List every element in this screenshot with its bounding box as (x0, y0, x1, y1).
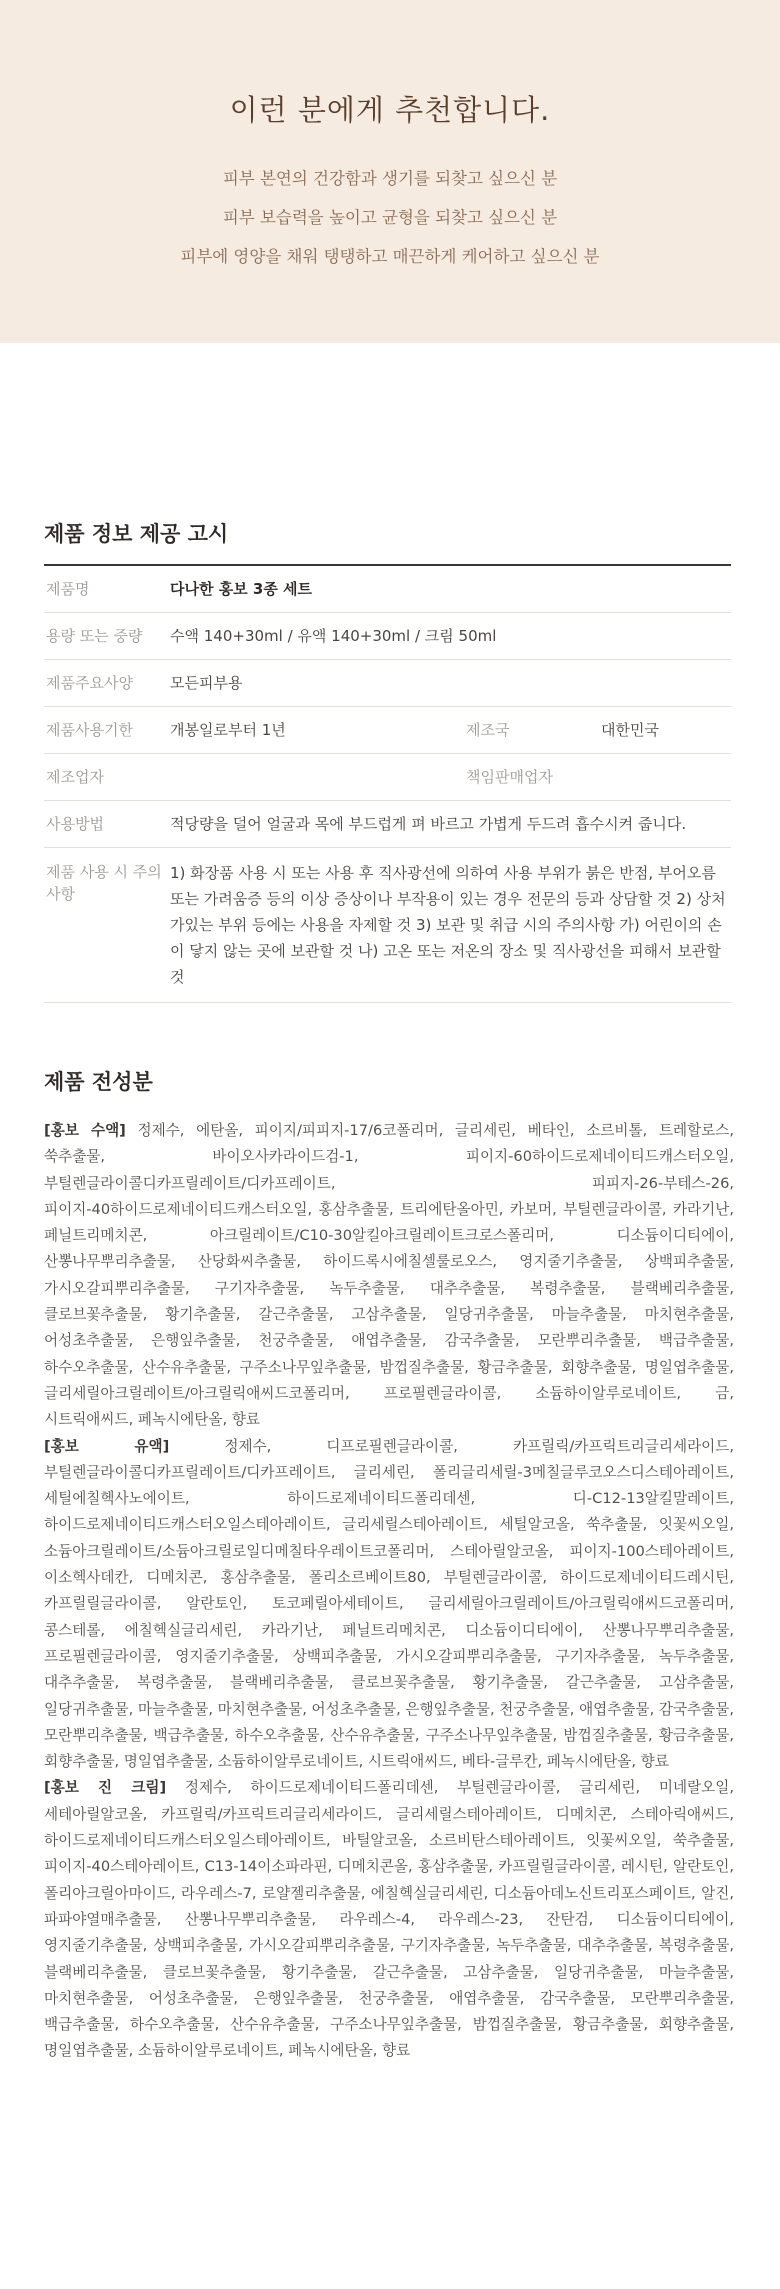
ingredient-list-toner (44, 1118, 734, 1434)
table-row (44, 753, 731, 800)
volume-label: 용량 또는 중량 (44, 612, 170, 659)
seller-value (601, 753, 731, 800)
usage-value: 적당량을 덜어 얼굴과 목에 부드럽게 펴 바르고 가볍게 두드려 흡수시켜 줍니다. (170, 800, 731, 847)
recommend-title: 이런 분에게 추천합니다. (229, 93, 551, 127)
recommend-list (0, 169, 780, 267)
table-row (44, 847, 731, 1002)
recommend-section (0, 0, 780, 343)
ingredient-text: 정제수, 하이드로제네이티드폴리데센, 부틸렌글라이콜, 글리세린, 미네랄오일, 세테아릴알코올, 카프릴릭/카프릭트리글리세라이드, 글리세릴스테아레이트, 디메치콘, 스테아릭애씨드, 하이드로제네이티드캐스터오일스테아레이트, 바틸알코올, 소르비탄스테아레이트, 잇꽃씨오일, 쑥추출물, 피이지-40스테아레이트, C13-14이소파라핀, 디메치콘올, 홍삼추출물, 카프릴릴글라이콜, 레시틴, 알란토인, 폴리아크릴아마이드, 라우레스-7, 로얄젤리추출물, 에칠헥실글리세린, 디소듐아데노신트리포스페이트, 알진, 파파야열매추출물, 산뽕나무뿌리추출물, 라우레스-4, 라우레스-23, 잔탄검, 디소듐이디티에이, 영지줄기추출물, 상백피추출물, 가시오갈피뿌리추출물, 구기자추출물, 녹두추출물, 대추추출물, 복령추출물, 블랙베리추출물, 클로브꽃추출물, 황기추출물, 갈근추출물, 고삼추출물, 일당귀추출물, 마늘추출물, 마치현추출물, 어성초추출물, 은행잎추출물, 천궁추출물, 애엽추출물, 감국추출물, 모란뿌리추출물, 백급추출물, 하수오추출물, 산수유추출물, 구주소나무잎추출물, 밤껍질추출물, 황금추출물, 회향추출물, 명일엽추출물, 소듐하이알루로네이트, 페녹시에탄올, 향료 (44, 1779, 735, 2060)
spec-label: 제품주요사양 (44, 659, 170, 706)
ingredient-product-tag: [홍보 진 크림] (44, 1779, 167, 1797)
usage-label: 사용방법 (44, 800, 170, 847)
product-info-section (44, 518, 731, 1003)
spec-value: 모든피부용 (170, 659, 731, 706)
ingredients-section (44, 1066, 734, 2065)
expiry-value: 개봉일로부터 1년 (170, 706, 466, 753)
ingredient-text: 정제수, 디프로필렌글라이콜, 카프릴릭/카프릭트리글리세라이드, 부틸렌글라이콜디카프릴레이트/디카프레이트, 글리세린, 폴리글리세릴-3메칠글루코오스디스테아레이트, 세틸에칠헥사노에이트, 하이드로제네이티드폴리데센, 디-C12-13알킬말레이트, 하이드로제네이티드캐스터오일스테아레이트, 글리세릴스테아레이트, 세틸알코올, 쑥추출물, 잇꽃씨오일, 소듐아크릴레이트/소듐아크릴로일디메칠타우레이트코폴리머, 스테아릴알코올, 피이지-100스테아레이트, 이소헥사데칸, 디메치콘, 홍삼추출물, 폴리소르베이트80, 부틸렌글라이콜, 하이드로제네이티드레시틴, 카프릴릴글라이콜, 알란토인, 토코페릴아세테이트, 글리세릴아크릴레이트/아크릴릭애씨드코폴리머, 콩스테롤, 에칠헥실글리세린, 카라기난, 페닐트리메치콘, 디소듐이디티에이, 산뽕나무뿌리추출물, 프로필렌글라이콜, 영지줄기추출물, 상백피추출물, 가시오갈피뿌리추출물, 구기자추출물, 녹두추출물, 대추추출물, 복령추출물, 블랙베리추출물, 클로브꽃추출물, 황기추출물, 갈근추출물, 고삼추출물, 일당귀추출물, 마늘추출물, 마치현추출물, 어성초추출물, 은행잎추출물, 천궁추출물, 애엽추출물, 감국추출물, 모란뿌리추출물, 백급추출물, 하수오추출물, 산수유추출물, 구주소나무잎추출물, 밤껍질추출물, 황금추출물, 회향추출물, 명일엽추출물, 소듐하이알루로네이트, 시트릭애씨드, 베타-글루칸, 페녹시에탄올, 향료 (44, 1437, 735, 1771)
ingredients-title: 제품 전성분 (44, 1070, 153, 1094)
recommend-item: 피부에 영양을 채워 탱탱하고 매끈하게 케어하고 싶으신 분 (180, 247, 600, 266)
manufacturer-label: 제조업자 (44, 753, 170, 800)
ingredient-text: 정제수, 에탄올, 피이지/피피지-17/6코폴리머, 글리세린, 베타인, 소르비톨, 트레할로스, 쑥추출물, 바이오사카라이드검-1, 피이지-60하이드로제네이티드캐스터오일, 부틸렌글라이콜디카프릴레이트/디카프레이트, 피피지-26-부테스-26, 피이지-40하이드로제네이티드캐스터오일, 홍삼추출물, 트리에탄올아민, 카보머, 부틸렌글라이콜, 카라기난, 페닐트리메치콘, 아크릴레이트/C10-30알킬아크릴레이트크로스폴리머, 디소듐이디티에이, 산뽕나무뿌리추출물, 산당화씨추출물, 하이드록시에칠셀룰로오스, 영지줄기추출물, 상백피추출물, 가시오갈피뿌리추출물, 구기자추출물, 녹두추출물, 대추추출물, 복령추출물, 블랙베리추출물, 클로브꽃추출물, 황기추출물, 갈근추출물, 고삼추출물, 일당귀추출물, 마늘추출물, 마치현추출물, 어성초추출물, 은행잎추출물, 천궁추출물, 애엽추출물, 감국추출물, 모란뿌리추출물, 백급추출물, 하수오추출물, 산수유추출물, 구주소나무잎추출물, 밤껍질추출물, 황금추출물, 회향추출물, 명일엽추출물, 글리세릴아크릴레이트/아크릴릭애씨드코폴리머, 프로필렌글라이콜, 소듐하이알루로네이트, 금, 시트릭애씨드, 페녹시에탄올, 향료 (44, 1122, 735, 1429)
recommend-item: 피부 보습력을 높이고 균형을 되찾고 싶으신 분 (222, 208, 558, 227)
seller-label: 책임판매업자 (466, 753, 601, 800)
ingredient-list-emulsion (44, 1434, 734, 1776)
table-row (44, 659, 731, 706)
country-value: 대한민국 (601, 706, 731, 753)
recommend-item: 피부 본연의 건강함과 생기를 되찾고 싶으신 분 (222, 169, 558, 188)
table-row (44, 612, 731, 659)
volume-value: 수액 140+30ml / 유액 140+30ml / 크림 50ml (170, 612, 731, 659)
table-row (44, 800, 731, 847)
product-info-table (44, 564, 731, 1003)
expiry-label: 제품사용기한 (44, 706, 170, 753)
ingredient-product-tag: [홍보 유액] (44, 1437, 170, 1455)
product-info-title: 제품 정보 제공 고시 (44, 522, 229, 546)
product-name-value: 다나한 홍보 3종 세트 (170, 565, 731, 612)
ingredient-product-tag: [홍보 수액] (44, 1122, 126, 1139)
ingredient-list-cream (44, 1775, 734, 2064)
caution-label: 제품 사용 시 주의사항 (44, 847, 170, 1002)
manufacturer-value (170, 753, 466, 800)
caution-value: 1) 화장품 사용 시 또는 사용 후 직사광선에 의하여 사용 부위가 붉은 반점, 부어오름 또는 가려움증 등의 이상 증상이나 부작용이 있는 경우 전문의 등과 상담할 것 2) 상처가있는 부위 등에는 사용을 자제할 것 3) 보관 및 취급 시의 주의사항 가) 어린이의 손이 닿지 않는 곳에 보관할 것 나) 고온 또는 저온의 장소 및 직사광선을 피해서 보관할 것 (170, 847, 731, 1002)
country-label: 제조국 (466, 706, 601, 753)
product-name-label: 제품명 (44, 565, 170, 612)
table-row (44, 706, 731, 753)
table-row (44, 565, 731, 612)
